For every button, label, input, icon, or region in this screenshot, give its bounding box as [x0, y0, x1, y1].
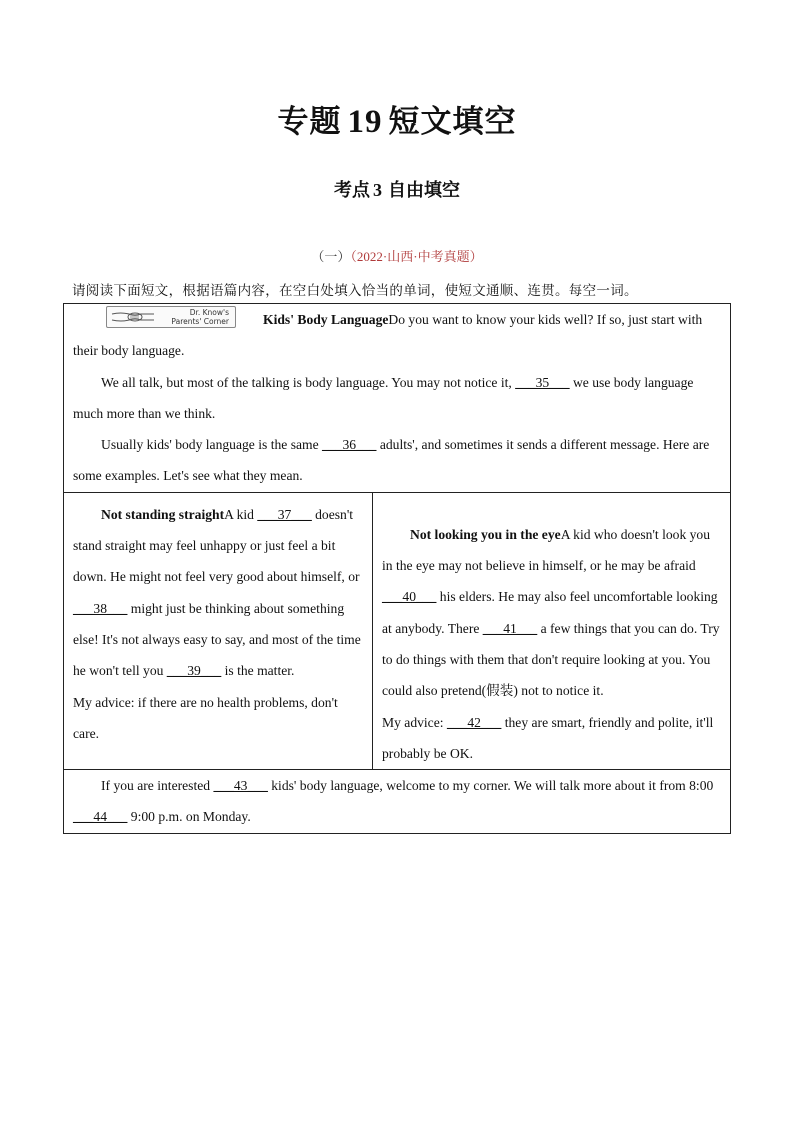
- blank-41[interactable]: ___41___: [482, 620, 538, 636]
- blank-36[interactable]: ___36___: [322, 437, 377, 453]
- intro-paragraph-3: Usually kids' body language is the same ___36___ adults', and sometimes it sends a different message. Here are some examples. Let's see what they mean.: [73, 437, 710, 484]
- blank-44[interactable]: ___44___: [73, 809, 128, 825]
- question-index: （一）: [311, 249, 351, 264]
- blank-43[interactable]: ___43___: [213, 778, 268, 794]
- blank-37[interactable]: ___37___: [257, 506, 312, 522]
- passage-table: [63, 303, 731, 834]
- closing-row: [64, 770, 731, 834]
- right-paragraph: Not looking you in the eyeA kid who doesn't look you in the eye may not believe in himself, or he may be afraid ___40___ his elders. He may also feel uncomfortable looking at anybody. There ___41___ a few things that you can do. Try to do things with them that don't require looking at you. You could also pretend(假装) not to notice it.: [382, 526, 720, 699]
- closing-cell: [64, 770, 731, 834]
- intro-text: Do you want to know your kids well? If so, just start with their body language.: [73, 312, 703, 359]
- title-suffix: 短文填空: [388, 104, 517, 140]
- left-advice: My advice: if there are no health problems, don't care.: [73, 694, 338, 741]
- parents-corner-logo: [106, 306, 236, 328]
- not-looking-in-eye-cell: [373, 492, 731, 769]
- not-standing-straight-cell: [64, 492, 373, 769]
- title-prefix: 专题: [277, 104, 342, 140]
- subtitle-suffix: 自由填空: [388, 180, 460, 201]
- page-title: [0, 96, 794, 141]
- blank-42[interactable]: ___42___: [446, 714, 502, 730]
- intro-row: [64, 304, 731, 493]
- intro-cell: [64, 304, 731, 493]
- left-heading: Not standing straight: [101, 506, 225, 522]
- subtitle-number: 3: [373, 180, 382, 200]
- right-heading: Not looking you in the eye: [410, 526, 561, 542]
- handshake-icon: [111, 310, 155, 324]
- intro-paragraph-1: [73, 304, 721, 367]
- left-paragraph: Not standing straightA kid ___37___ doesn't stand straight may feel unhappy or just feel a bit down. He might not feel very good about himself, or ___38___ might just be thinking about something else! It's not always easy to say, and most of the time he won't tell you ___39___ is the matter.: [73, 506, 361, 679]
- logo-text: Dr. Know's Parents' Corner: [171, 307, 229, 326]
- right-advice: My advice: ___42___ they are smart, friendly and polite, it'll probably be OK.: [382, 714, 714, 761]
- source-label: （2022·山西·中考真题）: [350, 249, 483, 264]
- blank-38[interactable]: ___38___: [73, 600, 128, 616]
- title-number: 19: [347, 104, 383, 140]
- instruction-text: 请阅读下面短文，根据语篇内容，在空白处填入恰当的单词，使短文通顺、连贯。每空一词。: [72, 283, 638, 298]
- blank-40[interactable]: ___40___: [382, 589, 437, 605]
- section-subtitle: [0, 176, 794, 202]
- blank-35[interactable]: ___35___: [515, 374, 570, 390]
- question-source: [0, 246, 794, 265]
- closing-paragraph: If you are interested ___43___ kids' body language, welcome to my corner. We will talk more about it from 8:00 ___44___ 9:00 p.m. on Monday.: [73, 778, 714, 825]
- subtitle-prefix: 考点: [334, 180, 370, 201]
- blank-39[interactable]: ___39___: [166, 663, 222, 679]
- examples-row: [64, 492, 731, 769]
- intro-paragraph-2: We all talk, but most of the talking is body language. You may not notice it, ___35___ we use body language much more than we think.: [73, 374, 694, 421]
- passage-title: Kids' Body Language: [263, 312, 389, 327]
